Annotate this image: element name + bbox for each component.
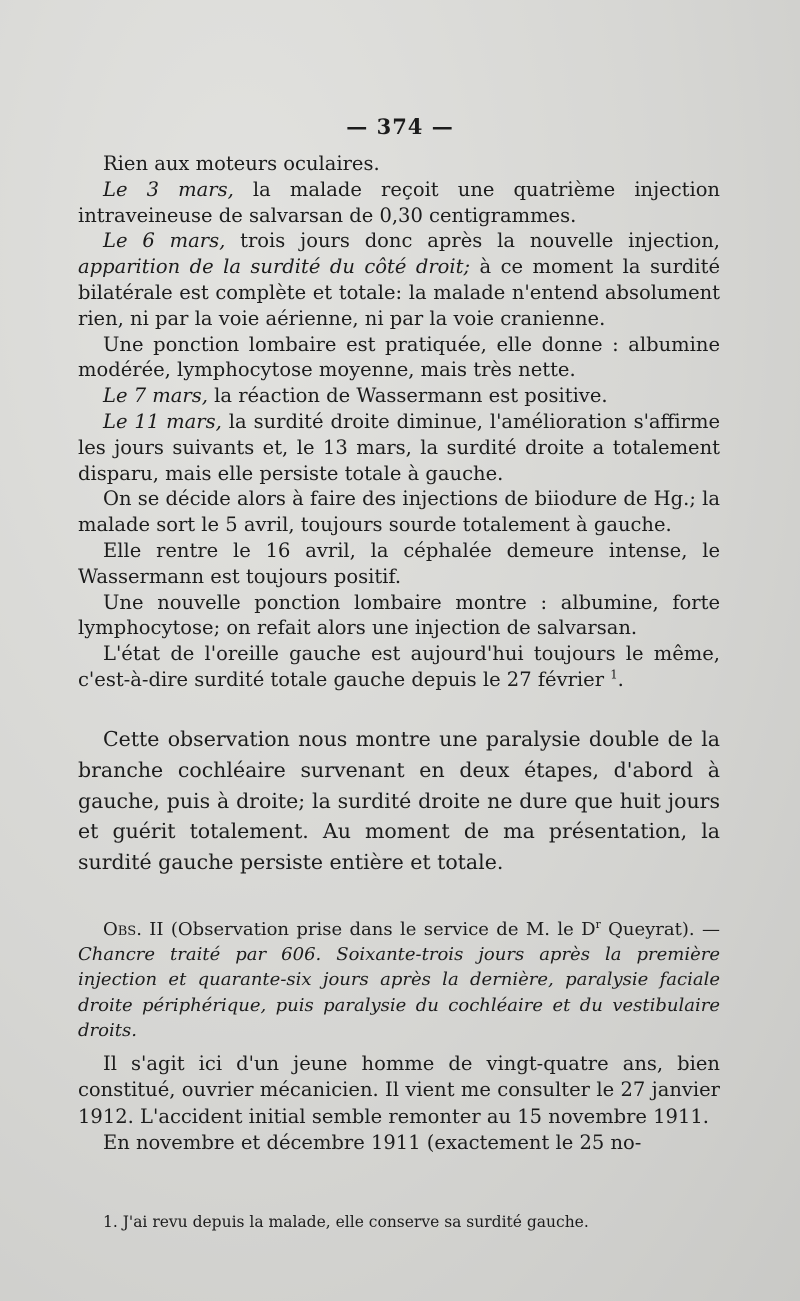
text: Cette observation nous montre une paralysie double de la branche cochléaire survenant en deux étapes, d'abord à gauche, puis à droite; la surdité droite ne dure que huit jours et guérit totalement. Au moment de ma présentation, la surdité gauche persiste entière et totale.	[78, 727, 720, 875]
observation-text	[78, 151, 720, 693]
footnote: 1. J'ai revu depuis la malade, elle conserve sa surdité gauche.	[103, 1213, 589, 1231]
observation-2	[78, 917, 720, 1157]
text: à ce moment la surdité bilatérale est complète et totale: la malade n'entend absolument rien, ni par la voie aérienne, ni par la voie cranienne.	[78, 255, 720, 330]
observation-heading	[78, 917, 720, 1043]
text: Rien aux moteurs oculaires.	[103, 152, 380, 175]
paragraph	[78, 590, 720, 642]
paragraph	[78, 383, 720, 409]
date: Le 7 mars,	[103, 384, 208, 408]
paragraph: L'état de l'oreille gauche est aujourd'hui toujours le même, c'est-à-dire surdité totale gauche depuis le 27 février $^1$.	[78, 642, 720, 691]
paragraph	[78, 486, 720, 538]
page-number: — 374 —	[346, 114, 454, 139]
text: la réaction de Wassermann est positive.	[207, 384, 608, 408]
text: (Observation prise dans le service de M. le D	[163, 919, 596, 940]
text: Elle rentre le 16 avril, la céphalée demeure intense, le Wassermann est toujours positif.	[78, 538, 720, 588]
paragraph	[78, 1051, 720, 1130]
text: trois jours donc après la nouvelle injection,	[225, 229, 721, 253]
paragraph	[78, 409, 720, 486]
paragraph	[78, 228, 720, 331]
obs-title: Chancre traité par 606. Soixante-trois jours après la première injection et quarante-six jours après la dernière, paralysie faciale droite périphérique, puis paralysie du cochléaire et du vestibulaire droits.	[78, 944, 720, 1041]
text: On se décide alors à faire des injections de biiodure de Hg.; la malade sort le 5 avril, toujours sourde totalement à gauche.	[78, 487, 720, 537]
paragraph	[78, 538, 720, 590]
text: Queyrat). —	[600, 919, 720, 940]
paragraph	[78, 1130, 720, 1156]
date: Le 6 mars,	[103, 229, 226, 253]
text: la surdité droite diminue, l'amélioration s'affirme les jours suivants et, le 13 mars, la surdité droite a totalement disparu, mais elle persiste totale à gauche.	[78, 409, 720, 485]
paragraph	[78, 332, 720, 384]
text: En novembre et décembre 1911 (exactement le 25 no-	[103, 1131, 642, 1155]
text: Une ponction lombaire est pratiquée, elle donne : albumine modérée, lymphocytose moyenne, mais très nette.	[78, 332, 720, 382]
footnote-ref: 1	[610, 667, 618, 682]
emphasis: apparition de la surdité du côté droit;	[78, 255, 471, 279]
paragraph	[78, 177, 720, 229]
obs-label: Obs. II	[103, 919, 164, 940]
text: Il s'agit ici d'un jeune homme de vingt-quatre ans, bien constitué, ouvrier mécanicien. Il vient me consulter le 27 janvier 1912. L'accident initial semble remonter au 15 novembre 1911.	[78, 1052, 720, 1128]
text: la malade reçoit une quatrième injection intraveineuse de salvarsan de 0,30 centigrammes.	[78, 177, 720, 227]
date: Le 11 mars,	[103, 409, 222, 433]
date: Le 3 mars,	[103, 177, 234, 201]
paragraph	[78, 151, 720, 177]
superscript: r	[595, 918, 601, 931]
text: L'état de l'oreille gauche est aujourd'hui toujours le même, c'est-à-dire surdité totale gauche depuis le 27 février	[78, 642, 720, 691]
text: Une nouvelle ponction lombaire montre : albumine, forte lymphocytose; on refait alors une injection de salvarsan.	[78, 590, 720, 640]
paragraph	[78, 724, 720, 878]
commentary	[78, 724, 720, 878]
